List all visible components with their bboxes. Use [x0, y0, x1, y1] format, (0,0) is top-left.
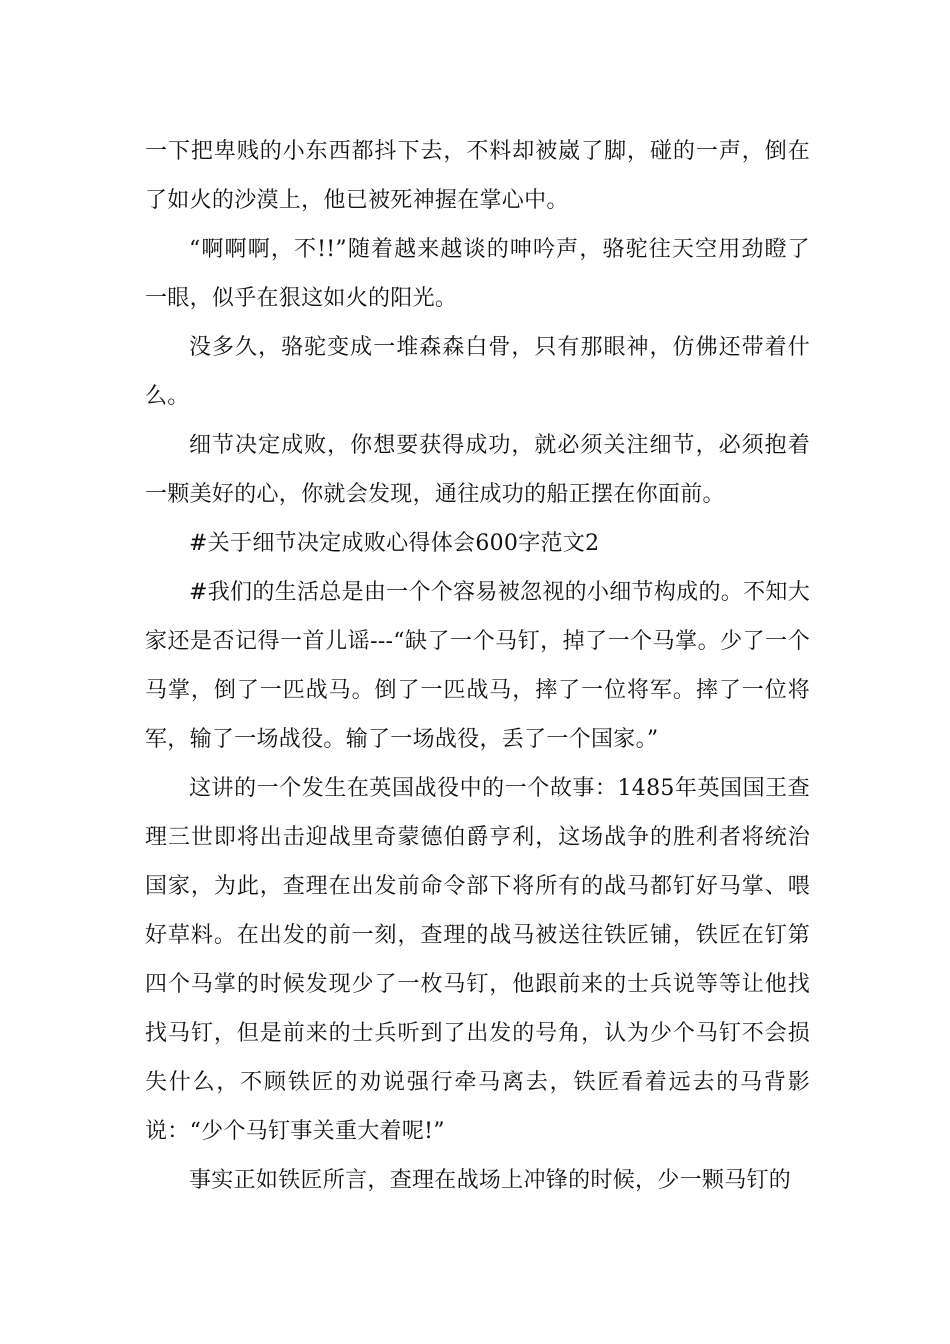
- paragraph-camel-cry: “啊啊啊，不!!”随着越来越谈的呻吟声，骆驼往天空用劲瞪了一眼，似乎在狠这如火的阳光。: [145, 237, 810, 311]
- paragraph-white-bones: 没多久，骆驼变成一堆森森白骨，只有那眼神，仿佛还带着什么。: [145, 335, 810, 409]
- paragraph-continuation: 一下把卑贱的小东西都抖下去，不料却被崴了脚，碰的一声，倒在了如火的沙漠上，他已被死神握在掌心中。: [145, 139, 810, 213]
- paragraph-story: 这讲的一个发生在英国战役中的一个故事：1485年英国国王查理三世即将出击迎战里奇蒙德伯爵亨利，这场战争的胜利者将统治国家，为此，查理在出发前命令部下将所有的战马都钉好马掌、喂好草料。在出发的前一刻，查理的战马被送往铁匠铺，铁匠在钉第四个马掌的时候发现少了一枚马钉，他跟前来的士兵说等等让他找找马钉，但是前来的士兵听到了出发的号角，认为少个马钉不会损失什么，不顾铁匠的劝说强行牵马离去，铁匠看着远去的马背影说：“少个马钉事关重大着呢!”: [145, 776, 810, 1144]
- paragraph-outcome: 事实正如铁匠所言，查理在战场上冲锋的时候，少一颗马钉的: [189, 1168, 792, 1193]
- document-body: [145, 127, 810, 1205]
- section-heading: #关于细节决定成败心得体会600字范文2: [189, 531, 600, 556]
- paragraph-nursery-rhyme: #我们的生活总是由一个个容易被忽视的小细节构成的。不知大家还是否记得一首儿谣---“缺了一个马钉，掉了一个马掌。少了一个马掌，倒了一匹战马。倒了一匹战马，摔了一位将军。摔了一位将军，输了一场战役。输了一场战役，丢了一个国家。”: [145, 580, 810, 752]
- paragraph-conclusion: 细节决定成败，你想要获得成功，就必须关注细节，必须抱着一颗美好的心，你就会发现，通往成功的船正摆在你面前。: [145, 433, 810, 507]
